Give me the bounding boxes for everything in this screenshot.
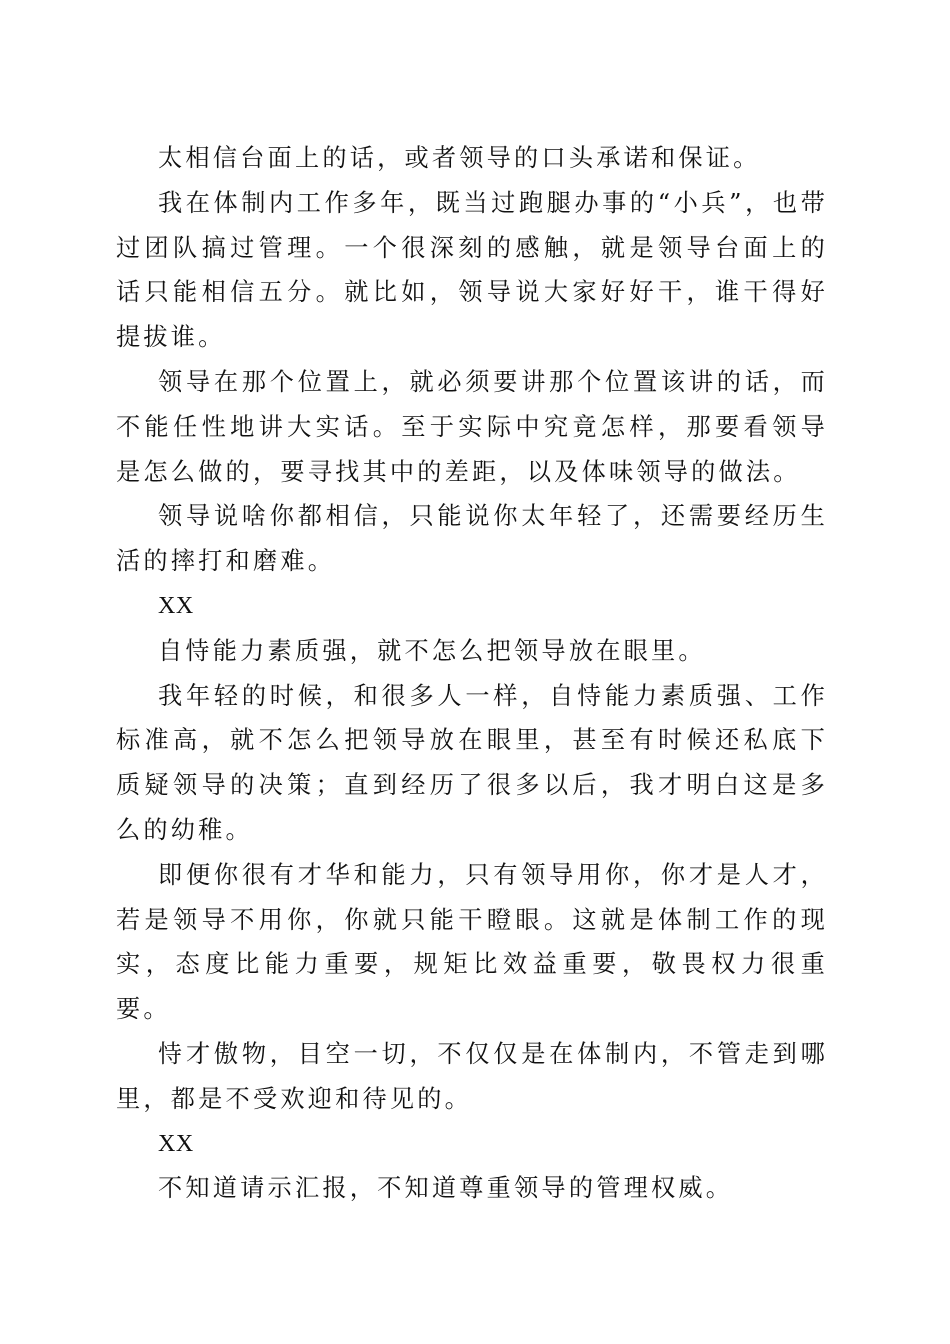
paragraph: 领导说啥你都相信，只能说你太年轻了，还需要经历生活的摔打和磨难。 [116,502,828,576]
paragraph: 不知道请示汇报，不知道尊重领导的管理权威。 [158,1174,734,1203]
document-body [116,136,828,1211]
paragraph: 我年轻的时候，和很多人一样，自恃能力素质强、工作标准高，就不怎么把领导放在眼里，甚至有时候还私底下质疑领导的决策；直到经历了很多以后，我才明白这是多么的幼稚。 [116,681,828,844]
section-heading: XX [158,1130,194,1157]
paragraph: 太相信台面上的话，或者领导的口头承诺和保证。 [158,144,761,172]
paragraph: 自恃能力素质强，就不怎么把领导放在眼里。 [158,636,706,665]
paragraph: 恃才傲物，目空一切，不仅仅是在体制内，不管走到哪里，都是不受欢迎和待见的。 [116,1039,828,1113]
paragraph: 领导在那个位置上，就必须要讲那个位置该讲的话，而不能任性地讲大实话。至于实际中究竟怎样，那要看领导是怎么做的，要寻找其中的差距，以及体味领导的做法。 [116,367,828,486]
paragraph: 我在体制内工作多年，既当过跑腿办事的“小兵”，也带过团队搞过管理。一个很深刻的感触，就是领导台面上的话只能相信五分。就比如，领导说大家好好干，谁干得好提拔谁。 [116,188,828,352]
section-heading: XX [158,592,194,619]
paragraph: 即便你很有才华和能力，只有领导用你，你才是人才，若是领导不用你，你就只能干瞪眼。这就是体制工作的现实，态度比能力重要，规矩比效益重要，敬畏权力很重要。 [116,860,828,1024]
